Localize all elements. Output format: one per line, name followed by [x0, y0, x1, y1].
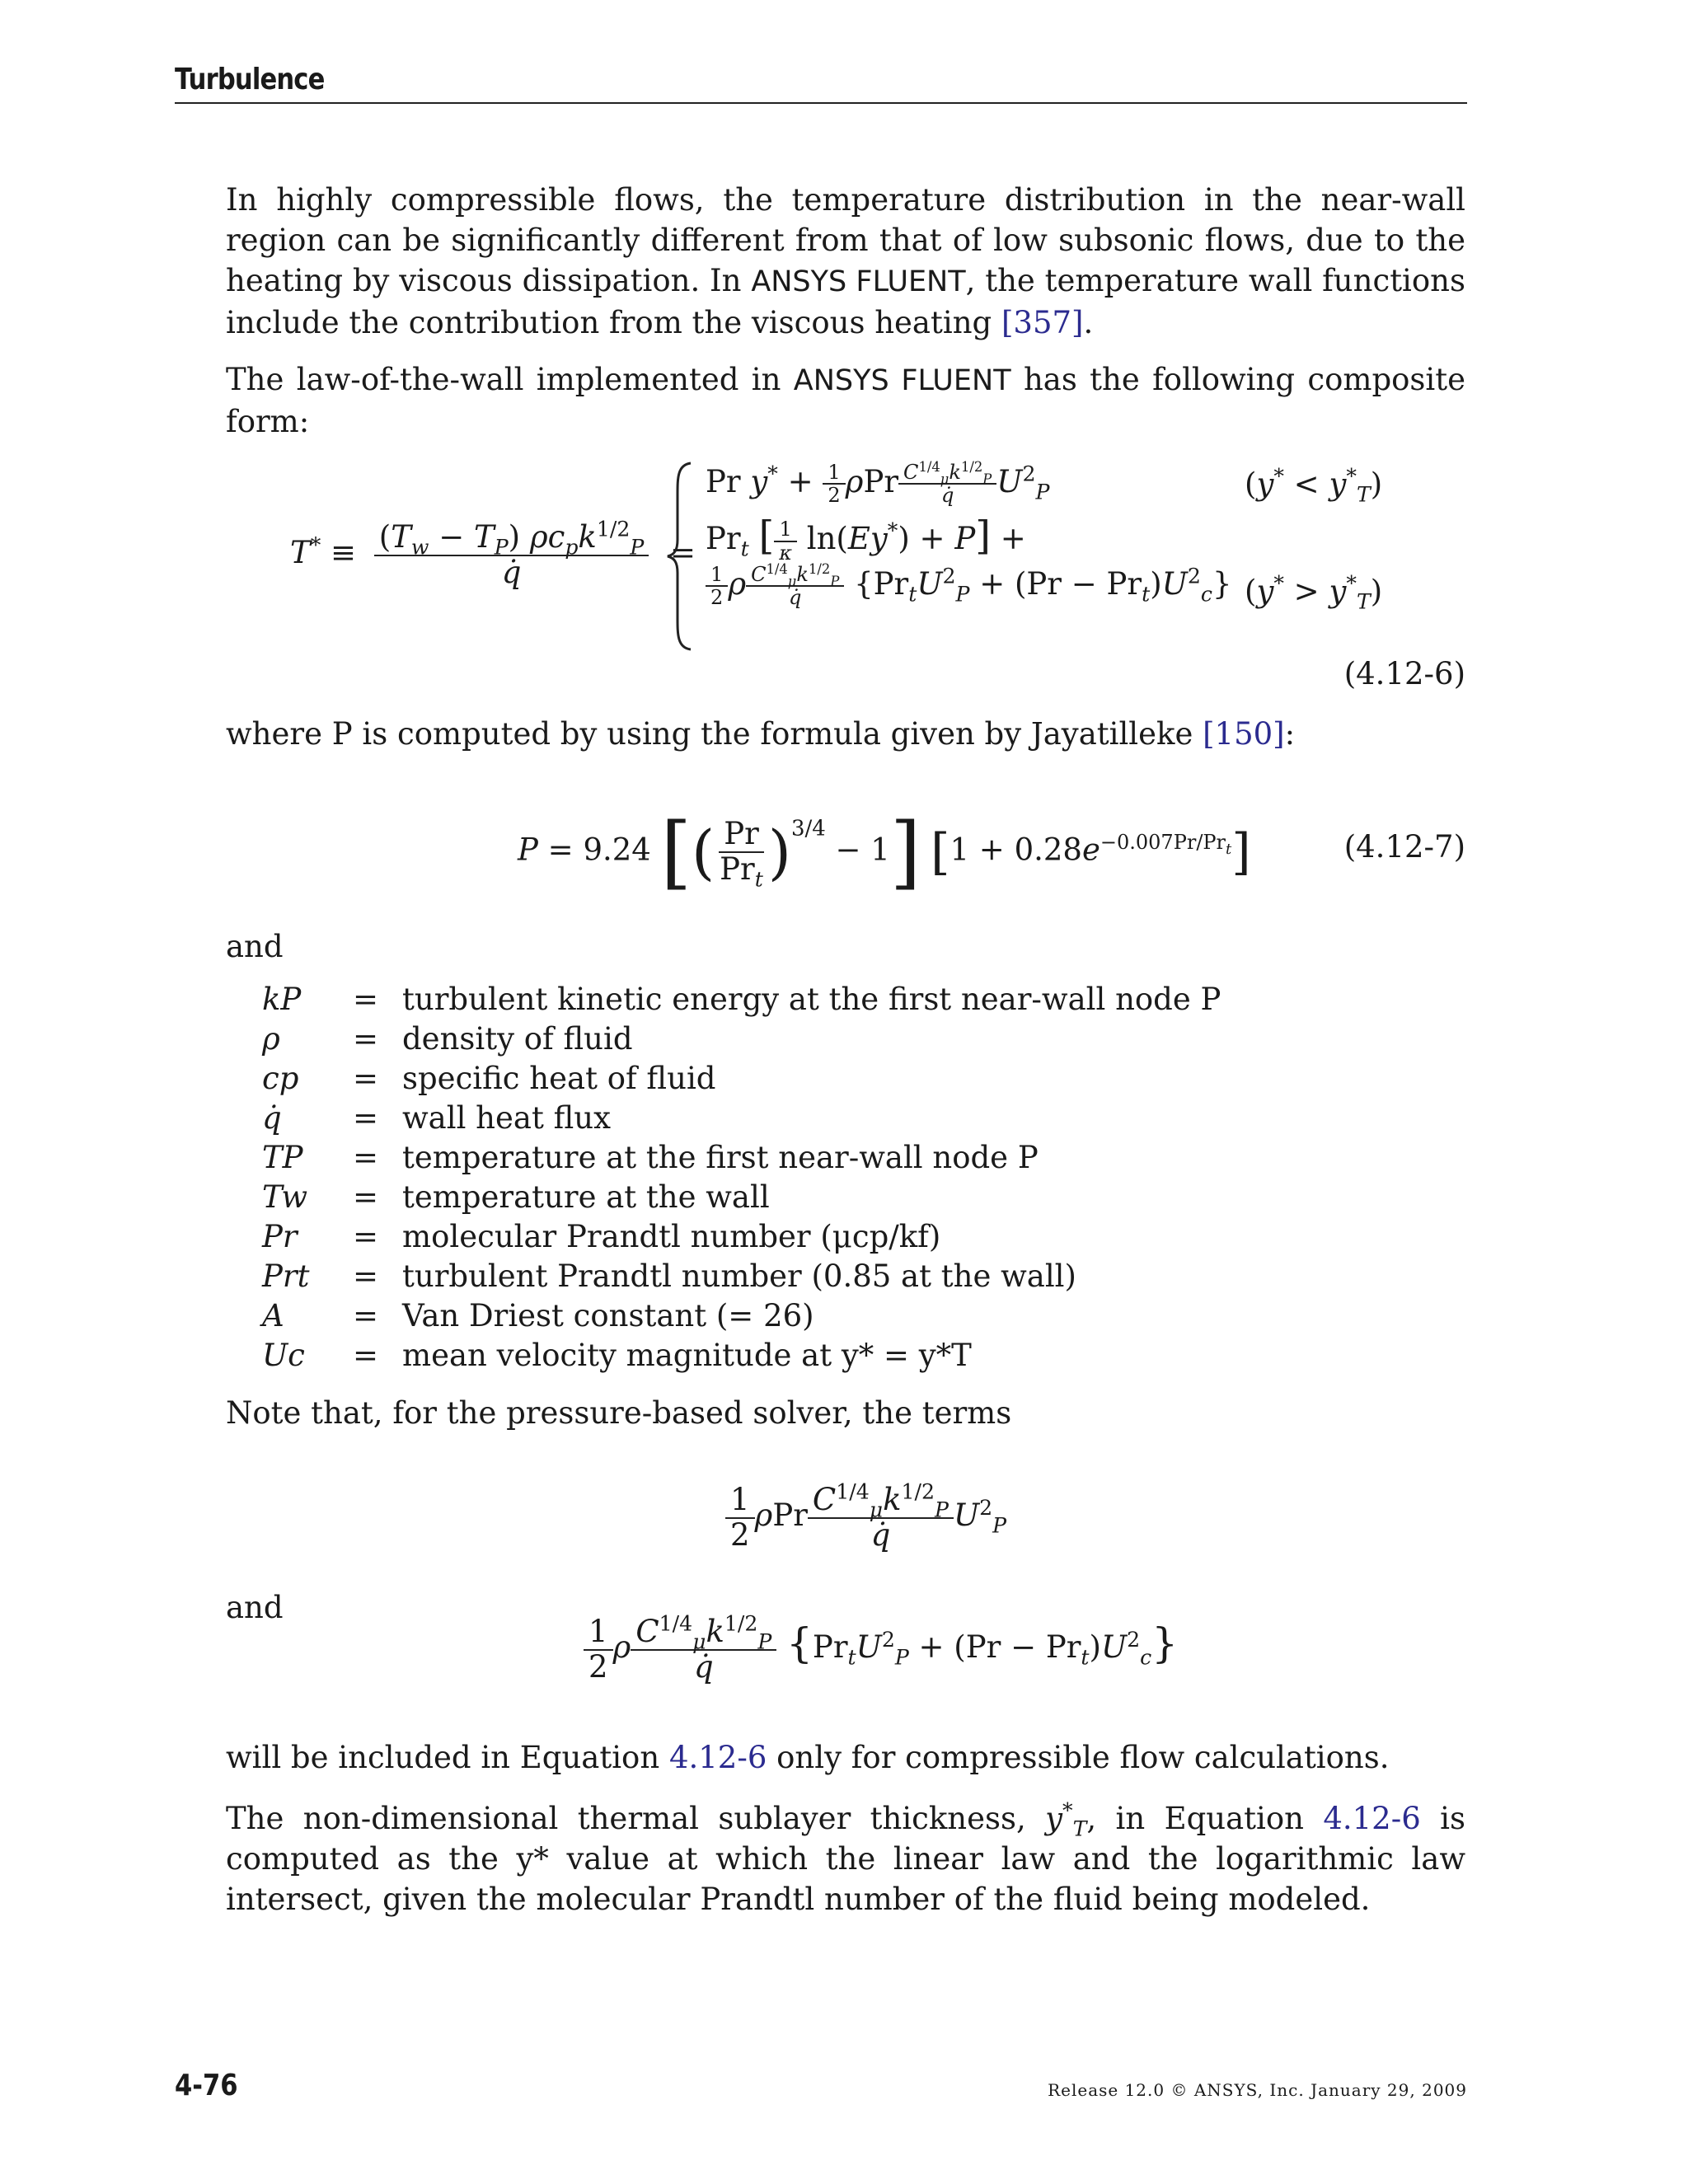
- equals-sign: =: [353, 1337, 379, 1373]
- paragraph-jayatilleke: where P is computed by using the formula given by Jayatilleke [150]:: [226, 716, 1296, 752]
- symbol-row: [262, 1019, 1221, 1058]
- equals-sign: =: [353, 1020, 379, 1057]
- symbol: ρ: [262, 1020, 280, 1057]
- running-header: [175, 63, 1467, 104]
- eq-lhs: T* ≡ $\frac{(T_w - T_P) \rho c_pk^{1/2}_P}{q̇}$ =: [290, 517, 696, 590]
- symbol-row: [262, 1058, 1221, 1098]
- equals-sign: =: [353, 981, 379, 1017]
- symbol-row: [262, 1098, 1221, 1137]
- equals-sign: =: [353, 1218, 379, 1254]
- paragraph-sublayer: The non-dimensional thermal sublayer thickness, $y^*_T$, in Equation 4.12-6 is computed as the y* value at which the linear law and the logarithmic law intersect, given the molecular Prandtl number of the fluid being modeled.: [226, 1798, 1465, 1917]
- page-number: 4-76: [175, 2069, 238, 2102]
- symbol: Tw: [262, 1179, 308, 1215]
- equals-sign: =: [353, 1060, 379, 1096]
- equals-sign: =: [353, 1179, 379, 1215]
- symbol-row: [262, 1137, 1221, 1177]
- symbol-description: Van Driest constant (= 26): [402, 1297, 814, 1333]
- symbol-description: molecular Prandtl number (μcp/kf): [402, 1218, 941, 1254]
- symbol-table: [262, 979, 1221, 1375]
- symbol-row: [262, 1177, 1221, 1216]
- eq-case-1: Pr y* + $\frac{1}{2}$ ρPr $\frac{C^{1/4}_\mu k^{1/2}_P}{q̇}$ $U^2_P$: [706, 458, 1050, 508]
- left-brace: [666, 462, 694, 651]
- paragraph-intro: In highly compressible flows, the temperature distribution in the near-wall region can be significantly different from that of low subsonic flows, due to the heating by viscous dissipation. In ANSYS FLUENT, the temperature wall functions include the contribution from the viscous heating [357].: [226, 182, 1465, 340]
- symbol: A: [262, 1297, 284, 1333]
- equation-number: (4.12-6): [1343, 656, 1465, 691]
- symbol-description: turbulent kinetic energy at the first near-wall node P: [402, 981, 1221, 1017]
- symbol: TP: [262, 1139, 303, 1175]
- product-name: ANSYS FLUENT: [793, 364, 1011, 397]
- symbol-description: specific heat of fluid: [402, 1060, 716, 1096]
- symbol-description: density of fluid: [402, 1020, 633, 1057]
- citation-link[interactable]: [150]: [1203, 716, 1285, 752]
- eq-case-2b: $\frac{1}{2}$ ρ $\frac{C^{1/4}_\mu k^{1/2}_P}{q̇}$ $\{Pr_tU^2_P + (Pr - Pr_t)U^2_c\}$: [706, 564, 1232, 609]
- equation-link[interactable]: 4.12-6: [668, 1740, 767, 1775]
- equals-sign: =: [353, 1258, 379, 1294]
- symbol: Pr: [262, 1218, 298, 1254]
- symbol: Uc: [262, 1337, 305, 1373]
- symbol-row: [262, 979, 1221, 1019]
- eq-condition-1: $(y^* < y^*_T)$: [1245, 464, 1383, 507]
- paragraph-compressible: will be included in Equation 4.12-6 only for compressible flow calculations.: [226, 1740, 1390, 1775]
- product-name: ANSYS FLUENT: [751, 265, 966, 298]
- symbol-row: [262, 1335, 1221, 1375]
- eq-case-2a: $Pr_t$ [ $\frac{1}{\kappa}$ ln(Ey*) + P] +: [706, 513, 1026, 565]
- symbol-row: [262, 1256, 1221, 1296]
- symbol: cp: [262, 1060, 299, 1096]
- paragraph-law-of-wall: The law-of-the-wall implemented in ANSYS FLUENT has the following composite form:: [226, 362, 1466, 439]
- symbol-description: turbulent Prandtl number (0.85 at the wall): [402, 1258, 1076, 1294]
- symbol-row: [262, 1296, 1221, 1335]
- section-title: Turbulence: [175, 63, 325, 96]
- equation-number: (4.12-7): [1343, 829, 1465, 865]
- and-text: and: [226, 929, 284, 964]
- paragraph-note: Note that, for the pressure-based solver, the terms: [226, 1395, 1012, 1431]
- term-1: $\frac{1}{2}$ ρPr $\frac{C^{1/4}_\mu k^{1/2}_P}{q̇}$ $U^2_P$: [725, 1483, 1006, 1552]
- symbol-description: temperature at the first near-wall node P: [402, 1139, 1039, 1175]
- term-2: $\frac{1}{2}$ ρ $\frac{C^{1/4}_\mu k^{1/2}_P}{q̇}$ $\{Pr_tU^2_P + (Pr - Pr_t)U^2_c\}$: [584, 1615, 1178, 1684]
- eq-condition-2: $(y^* > y^*_T)$: [1245, 571, 1383, 614]
- symbol-row: [262, 1216, 1221, 1256]
- eq-p-formula: P = 9.24 [( $\frac{Pr}{Pr_t}$ )$^{3/4}$ − 1] $[1 + 0.28e^{-0.007Pr/Pr_t}]$: [518, 806, 1251, 898]
- page-footer: [175, 2069, 1467, 2102]
- symbol-description: mean velocity magnitude at y* = y*T: [402, 1337, 972, 1373]
- and-text: and: [226, 1590, 284, 1625]
- equals-sign: =: [353, 1297, 379, 1333]
- symbol: Prt: [262, 1258, 310, 1294]
- symbol-description: wall heat flux: [402, 1099, 611, 1136]
- symbol: q̇: [262, 1099, 282, 1136]
- symbol: kP: [262, 981, 302, 1017]
- citation-link[interactable]: [357]: [1001, 305, 1084, 340]
- symbol-description: temperature at the wall: [402, 1179, 770, 1215]
- equals-sign: =: [353, 1139, 379, 1175]
- equation-link[interactable]: 4.12-6: [1323, 1801, 1421, 1836]
- equals-sign: =: [353, 1099, 379, 1136]
- release-info: Release 12.0 © ANSYS, Inc. January 29, 2009: [1048, 2080, 1467, 2100]
